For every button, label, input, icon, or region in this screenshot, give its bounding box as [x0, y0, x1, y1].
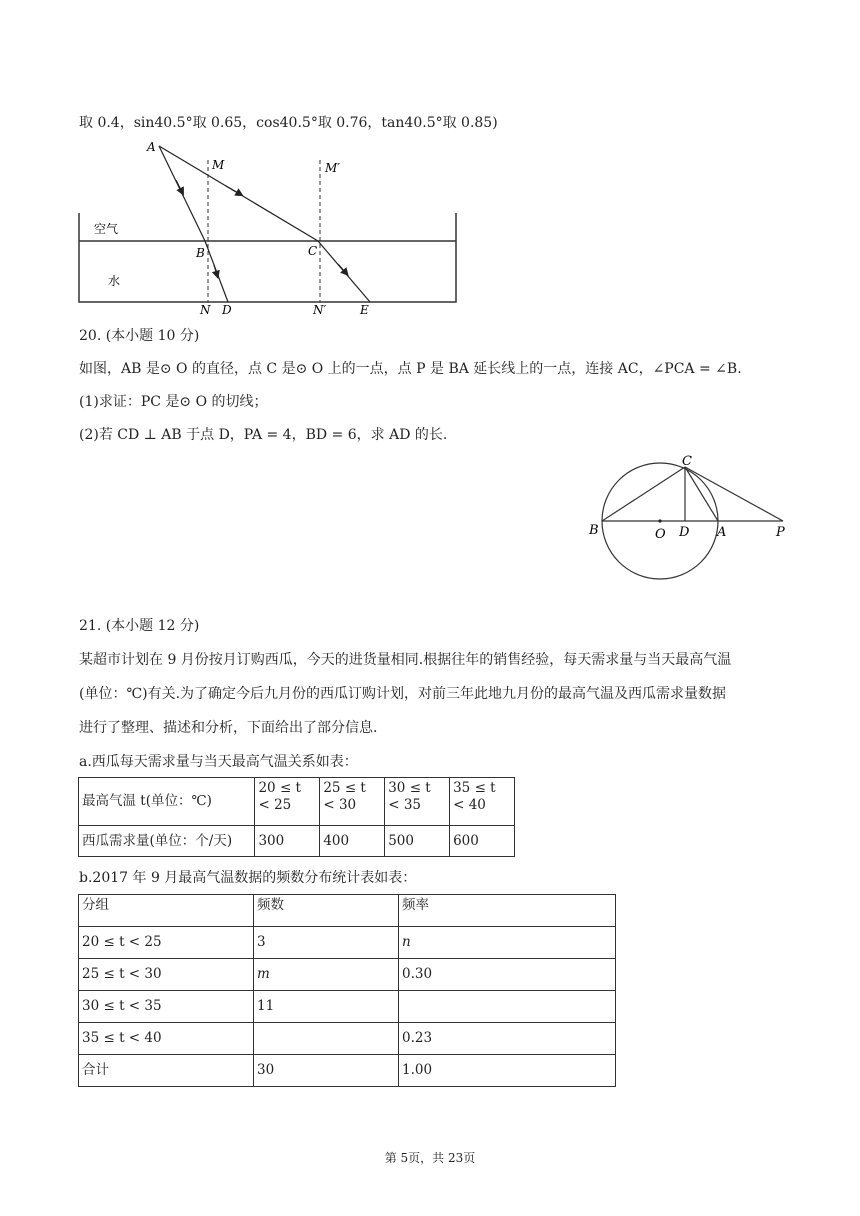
label-A: A: [717, 525, 727, 540]
table-row: [79, 1023, 616, 1055]
label-M: M: [212, 158, 225, 172]
q20-header: 20. (本小题 10 分): [79, 328, 200, 344]
table-row: [79, 895, 616, 927]
table-cell: [254, 1023, 399, 1055]
table-cell: 0.23: [399, 1023, 616, 1055]
q20-part2: (2)若 CD ⊥ AB 于点 D，PA = 4，BD = 6，求 AD 的长.: [79, 427, 448, 443]
frequency-table: [78, 894, 616, 1087]
table-cell: 400: [320, 826, 385, 857]
table-cell: [399, 991, 616, 1023]
arrow-AC: [226, 186, 240, 194]
label-B: B: [589, 523, 599, 538]
table-row: [79, 778, 515, 826]
label-N: N: [200, 303, 211, 317]
segment-CA: [685, 467, 718, 521]
table-cell: 最高气温 t(单位：℃): [79, 778, 255, 826]
table-cell: 20 ≤ t < 25: [255, 778, 320, 826]
table-cell: 30 ≤ t < 35: [79, 991, 254, 1023]
label-C: C: [308, 244, 318, 258]
q20-stem: 如图，AB 是⊙ O 的直径，点 C 是⊙ O 上的一点，点 P 是 BA 延长线上的一点，连接 AC，∠PCA = ∠B.: [79, 361, 742, 377]
water-tank: [79, 213, 456, 302]
table-header-cell: 分组: [79, 895, 254, 927]
table-cell: 合计: [79, 1055, 254, 1087]
q21-para3: 进行了整理、描述和分析，下面给出了部分信息.: [79, 720, 378, 736]
table-cell: 25 ≤ t < 30: [79, 959, 254, 991]
table-cell: 35 ≤ t < 40: [79, 1023, 254, 1055]
table-row: [79, 826, 515, 857]
table-cell: 3: [254, 927, 399, 959]
label-C: C: [682, 454, 692, 469]
table-cell: 30: [254, 1055, 399, 1087]
table-cell: 西瓜需求量(单位：个/天): [79, 826, 255, 857]
label-O: O: [655, 527, 666, 542]
table-cell: 0.30: [399, 959, 616, 991]
refraction-figure: [0, 0, 860, 330]
q21-a-title: a.西瓜每天需求量与当天最高气温关系如表：: [79, 754, 358, 770]
table-row: [79, 1055, 616, 1087]
label-water: 水: [108, 274, 121, 288]
table-cell: 300: [255, 826, 320, 857]
table-row: [79, 991, 616, 1023]
arrow-AB: [176, 180, 182, 192]
q20-part1: (1)求证：PC 是⊙ O 的切线；: [79, 394, 268, 410]
table-cell: m: [254, 959, 399, 991]
arrow-CE: [338, 264, 346, 273]
circle-tangent-figure: [580, 450, 800, 590]
table-cell: 600: [450, 826, 515, 857]
q21-para2: (单位：℃)有关.为了确定今后九月份的西瓜订购计划，对前三年此地九月份的最高气温及西瓜需求量数据: [79, 686, 727, 702]
label-B: B: [196, 246, 205, 260]
temperature-demand-table: [78, 777, 515, 857]
center-dot-O: [658, 519, 661, 522]
table-cell: 1.00: [399, 1055, 616, 1087]
label-D: D: [679, 525, 690, 540]
table-cell: 30 ≤ t < 35: [385, 778, 450, 826]
label-E: E: [360, 303, 369, 317]
table-cell: 25 ≤ t < 30: [320, 778, 385, 826]
label-N-prime: N′: [313, 303, 327, 317]
table-row: [79, 959, 616, 991]
table-row: [79, 927, 616, 959]
segment-CP: [685, 467, 783, 521]
table-cell: 20 ≤ t < 25: [79, 927, 254, 959]
label-P: P: [776, 525, 785, 540]
table-header-cell: 频数: [254, 895, 399, 927]
table-cell: 500: [385, 826, 450, 857]
q21-header: 21. (本小题 12 分): [79, 618, 200, 634]
segment-BC: [602, 467, 685, 521]
q21-para1: 某超市计划在 9 月份按月订购西瓜，今天的进货量相同.根据往年的销售经验，每天需求量与当天最高气温: [79, 652, 732, 668]
table-cell: n: [399, 927, 616, 959]
q19-tail-text: 取 0.4，sin40.5°取 0.65，cos40.5°取 0.76，tan40.5°取 0.85): [79, 115, 498, 131]
table-header-cell: 频率: [399, 895, 616, 927]
label-D: D: [222, 303, 232, 317]
label-air: 空气: [94, 222, 119, 236]
q21-b-title: b.2017 年 9 月最高气温数据的频数分布统计表如表：: [79, 870, 417, 886]
table-cell: 35 ≤ t < 40: [450, 778, 515, 826]
table-cell: 11: [254, 991, 399, 1023]
label-M-prime: M′: [325, 161, 341, 175]
page-footer: 第 5页，共 23页: [384, 1151, 476, 1165]
label-A: A: [147, 140, 156, 154]
